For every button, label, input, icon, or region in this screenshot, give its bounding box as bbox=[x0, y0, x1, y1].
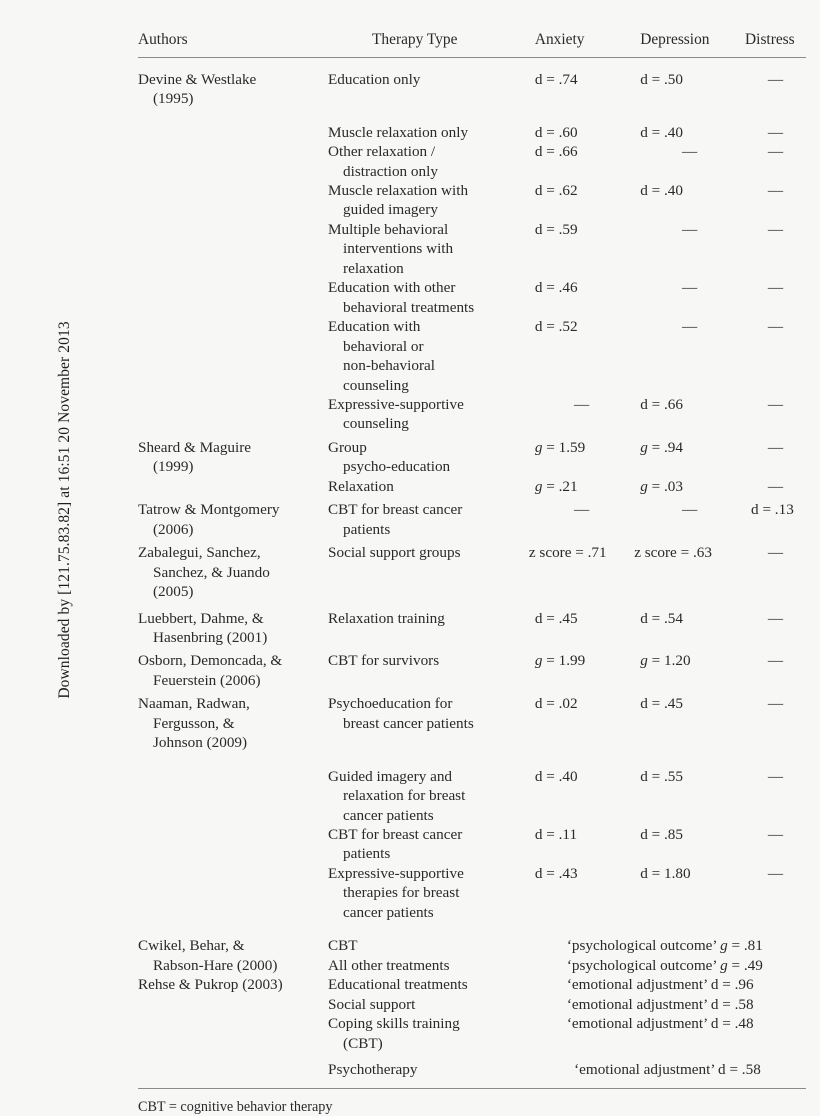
therapy-line: Social support bbox=[328, 995, 416, 1013]
cell-depression: — bbox=[682, 279, 698, 297]
cell-authors bbox=[138, 477, 328, 496]
therapy-line: Expressive-supportive bbox=[328, 395, 464, 413]
cell-depression: d = .40 bbox=[640, 181, 683, 199]
therapy-line: Education with other bbox=[328, 279, 456, 297]
cell-authors bbox=[138, 543, 328, 601]
therapy-line: guided imagery bbox=[343, 201, 438, 219]
therapy-line: CBT bbox=[328, 937, 358, 955]
table-row bbox=[138, 317, 806, 395]
table-row bbox=[138, 825, 806, 864]
table-row bbox=[138, 767, 806, 825]
cell-therapy-type bbox=[328, 694, 529, 752]
cell-anxiety: d = .43 bbox=[534, 864, 578, 882]
cell-anxiety: — bbox=[573, 395, 590, 413]
cell-depression: z score = .63 bbox=[634, 544, 712, 562]
table-row bbox=[138, 477, 806, 496]
cell-authors bbox=[138, 936, 328, 955]
cell-therapy-type bbox=[328, 438, 529, 477]
cell-distress: — bbox=[767, 695, 784, 713]
cell-authors bbox=[138, 975, 328, 994]
cell-therapy-type bbox=[328, 1060, 529, 1079]
cell-authors bbox=[138, 57, 328, 108]
cell-therapy-type bbox=[328, 975, 529, 994]
table-row bbox=[138, 936, 806, 955]
authors-line: Tatrow & Montgomery bbox=[138, 501, 280, 519]
cell-authors bbox=[138, 767, 328, 825]
cell-therapy-type bbox=[328, 395, 529, 434]
cell-outcome-statistic: ‘emotional adjustment’ d = .48 bbox=[566, 1015, 754, 1033]
cell-therapy-type bbox=[328, 543, 529, 601]
table-row bbox=[138, 123, 806, 142]
column-header-therapy-type: Therapy Type bbox=[328, 30, 529, 57]
cell-distress: — bbox=[767, 609, 784, 627]
table-row bbox=[138, 438, 806, 477]
table-header bbox=[138, 30, 806, 57]
cell-anxiety: d = .59 bbox=[534, 220, 578, 238]
column-header-anxiety: Anxiety bbox=[529, 30, 634, 57]
row-spacer-cell bbox=[138, 1053, 806, 1060]
statistic-symbol: g bbox=[720, 937, 728, 955]
row-spacer-cell bbox=[138, 753, 806, 767]
table-row bbox=[138, 220, 806, 278]
download-watermark bbox=[0, 0, 130, 1020]
cell-therapy-type bbox=[328, 317, 529, 395]
row-spacer-cell bbox=[138, 922, 806, 936]
authors-line: Johnson (2009) bbox=[153, 734, 248, 752]
cell-outcome-statistic: ‘psychological outcome’ g = .81 bbox=[566, 937, 763, 955]
cell-authors bbox=[138, 694, 328, 752]
cell-distress: — bbox=[767, 279, 784, 297]
cell-therapy-type bbox=[328, 142, 529, 181]
cell-therapy-type bbox=[328, 956, 529, 975]
table-row bbox=[138, 995, 806, 1014]
table-row bbox=[138, 57, 806, 108]
therapy-line: interventions with bbox=[343, 240, 454, 258]
therapy-line: relaxation for breast bbox=[343, 787, 466, 805]
cell-therapy-type bbox=[328, 825, 529, 864]
cell-anxiety: g = 1.99 bbox=[534, 652, 586, 670]
cell-distress: — bbox=[767, 767, 784, 785]
cell-distress: — bbox=[767, 123, 784, 141]
cell-depression: d = 1.80 bbox=[640, 864, 691, 882]
cell-distress: d = .13 bbox=[751, 501, 794, 519]
table-row bbox=[138, 142, 806, 181]
cell-depression: g = 1.20 bbox=[640, 652, 691, 670]
cell-distress: — bbox=[767, 864, 784, 882]
cell-therapy-type bbox=[328, 995, 529, 1014]
cell-authors bbox=[138, 825, 328, 864]
therapy-line: counseling bbox=[343, 376, 409, 394]
cell-depression: d = .45 bbox=[640, 695, 683, 713]
cell-depression: — bbox=[682, 501, 698, 519]
authors-line: Rehse & Pukrop (2003) bbox=[138, 976, 283, 994]
therapy-line: psycho-education bbox=[343, 458, 451, 476]
authors-line: Osborn, Demoncada, & bbox=[138, 652, 283, 670]
therapy-line: Relaxation training bbox=[328, 609, 445, 627]
cell-authors bbox=[138, 395, 328, 434]
authors-line: (2005) bbox=[153, 583, 194, 601]
cell-distress: — bbox=[767, 220, 784, 238]
cell-outcome-statistic: ‘emotional adjustment’ d = .58 bbox=[566, 995, 754, 1013]
authors-line: Feuerstein (2006) bbox=[153, 671, 261, 689]
therapy-line: cancer patients bbox=[343, 903, 434, 921]
therapy-line: All other treatments bbox=[328, 956, 450, 974]
cell-authors bbox=[138, 317, 328, 395]
cell-anxiety: d = .11 bbox=[534, 826, 578, 844]
cell-anxiety: d = .52 bbox=[534, 318, 578, 336]
cell-depression: d = .40 bbox=[640, 123, 683, 141]
cell-authors bbox=[138, 123, 328, 142]
cell-anxiety: z score = .71 bbox=[528, 544, 607, 562]
cell-outcome-statistic: ‘emotional adjustment’ d = .58 bbox=[574, 1061, 761, 1079]
cell-distress: — bbox=[767, 826, 784, 844]
cell-distress: — bbox=[767, 544, 784, 562]
statistic-symbol: d bbox=[710, 976, 719, 994]
cell-depression: d = .85 bbox=[640, 826, 683, 844]
column-header-distress: Distress bbox=[745, 30, 806, 57]
table-row bbox=[138, 651, 806, 690]
cell-distress: — bbox=[767, 143, 784, 161]
cell-therapy-type bbox=[328, 609, 529, 648]
table-row bbox=[138, 609, 806, 648]
therapy-line: therapies for breast bbox=[343, 884, 460, 902]
table-footnote: CBT = cognitive behavior therapy bbox=[138, 1099, 333, 1116]
watermark-text: Downloaded by [121.75.83.82] at 16:51 20 November 2013 bbox=[56, 321, 73, 699]
authors-line: Cwikel, Behar, & bbox=[138, 937, 245, 955]
therapy-line: behavioral treatments bbox=[343, 298, 475, 316]
cell-depression: g = .94 bbox=[640, 438, 683, 456]
therapy-line: cancer patients bbox=[343, 806, 434, 824]
therapy-line: Relaxation bbox=[328, 477, 394, 495]
therapy-line: Psychoeducation for bbox=[328, 695, 453, 713]
cell-anxiety: d = .62 bbox=[534, 181, 578, 199]
cell-authors bbox=[138, 142, 328, 181]
table-row bbox=[138, 694, 806, 752]
cell-therapy-type bbox=[328, 278, 529, 317]
cell-depression: g = .03 bbox=[640, 477, 683, 495]
cell-distress: — bbox=[767, 181, 784, 199]
therapy-line: counseling bbox=[343, 415, 409, 433]
authors-line: Sanchez, & Juando bbox=[153, 563, 270, 581]
therapy-line: Guided imagery and bbox=[328, 767, 453, 785]
cell-anxiety: g = .21 bbox=[534, 477, 578, 495]
column-header-depression: Depression bbox=[634, 30, 745, 57]
cell-therapy-type bbox=[328, 57, 529, 108]
row-spacer-cell bbox=[138, 602, 806, 609]
therapy-line: patients bbox=[343, 520, 391, 538]
authors-line: Luebbert, Dahme, & bbox=[138, 609, 264, 627]
therapy-line: (CBT) bbox=[343, 1034, 383, 1052]
therapy-line: CBT for survivors bbox=[328, 652, 440, 670]
cell-depression: — bbox=[682, 143, 698, 161]
cell-authors bbox=[138, 220, 328, 278]
cell-authors bbox=[138, 651, 328, 690]
cell-depression: d = .55 bbox=[640, 767, 683, 785]
cell-therapy-type bbox=[328, 864, 529, 922]
cell-authors bbox=[138, 995, 328, 1014]
statistic-symbol: d bbox=[710, 995, 719, 1013]
cell-depression: — bbox=[682, 318, 698, 336]
row-spacer bbox=[138, 1053, 806, 1060]
cell-therapy-type bbox=[328, 477, 529, 496]
statistic-symbol: d bbox=[718, 1061, 726, 1079]
therapy-line: Education only bbox=[328, 70, 421, 88]
cell-anxiety: d = .46 bbox=[534, 279, 578, 297]
cell-distress: — bbox=[767, 477, 784, 495]
row-spacer bbox=[138, 922, 806, 936]
cell-therapy-type bbox=[328, 220, 529, 278]
therapy-line: Coping skills training bbox=[328, 1015, 460, 1033]
table-row bbox=[138, 543, 806, 601]
authors-line: Hasenbring (2001) bbox=[153, 628, 268, 646]
cell-anxiety: d = .02 bbox=[534, 695, 578, 713]
authors-line: Zabalegui, Sanchez, bbox=[138, 544, 261, 562]
cell-anxiety: d = .45 bbox=[534, 609, 578, 627]
cell-authors bbox=[138, 500, 328, 539]
table-row bbox=[138, 500, 806, 539]
cell-therapy-type bbox=[328, 651, 529, 690]
cell-therapy-type bbox=[328, 500, 529, 539]
therapy-line: Multiple behavioral bbox=[328, 220, 449, 238]
cell-anxiety: d = .40 bbox=[534, 767, 578, 785]
cell-therapy-type bbox=[328, 123, 529, 142]
cell-depression: — bbox=[682, 220, 698, 238]
therapy-line: breast cancer patients bbox=[343, 714, 474, 732]
authors-line: Sheard & Maguire bbox=[138, 438, 252, 456]
row-spacer bbox=[138, 602, 806, 609]
cell-therapy-type bbox=[328, 181, 529, 220]
cell-outcome-statistic: ‘psychological outcome’ g = .49 bbox=[566, 956, 763, 974]
authors-line: Rabson-Hare (2000) bbox=[153, 956, 278, 974]
cell-anxiety: — bbox=[573, 501, 590, 519]
meta-analysis-table bbox=[138, 30, 806, 1079]
cell-distress: — bbox=[767, 438, 784, 456]
authors-line: Fergusson, & bbox=[153, 714, 235, 732]
table-body bbox=[138, 57, 806, 1079]
cell-authors bbox=[138, 1060, 328, 1079]
authors-line: Naaman, Radwan, bbox=[138, 695, 250, 713]
therapy-line: CBT for breast cancer bbox=[328, 826, 463, 844]
row-spacer bbox=[138, 753, 806, 767]
cell-distress: — bbox=[767, 652, 784, 670]
therapy-line: CBT for breast cancer bbox=[328, 501, 463, 519]
cell-authors bbox=[138, 278, 328, 317]
cell-distress: — bbox=[767, 395, 784, 413]
row-spacer-cell bbox=[138, 109, 806, 123]
cell-distress: — bbox=[767, 70, 784, 88]
therapy-line: Psychotherapy bbox=[328, 1061, 418, 1079]
table-row bbox=[138, 864, 806, 922]
therapy-line: non-behavioral bbox=[343, 357, 435, 375]
table-row bbox=[138, 181, 806, 220]
therapy-line: Other relaxation / bbox=[328, 143, 436, 161]
authors-line: Devine & Westlake bbox=[138, 70, 257, 88]
meta-analysis-table-region bbox=[138, 30, 806, 1116]
cell-distress: — bbox=[767, 318, 784, 336]
cell-depression: d = .54 bbox=[640, 609, 683, 627]
authors-line: (2006) bbox=[153, 520, 194, 538]
cell-depression: d = .66 bbox=[640, 395, 683, 413]
table-row bbox=[138, 1060, 806, 1079]
table-row bbox=[138, 975, 806, 994]
cell-authors bbox=[138, 609, 328, 648]
therapy-line: Expressive-supportive bbox=[328, 864, 464, 882]
cell-anxiety: d = .60 bbox=[534, 123, 578, 141]
cell-therapy-type bbox=[328, 936, 529, 955]
table-row bbox=[138, 956, 806, 975]
table-row bbox=[138, 395, 806, 434]
cell-anxiety: d = .66 bbox=[534, 143, 578, 161]
therapy-line: Social support groups bbox=[328, 544, 461, 562]
therapy-line: Group bbox=[328, 438, 367, 456]
statistic-symbol: d bbox=[710, 1015, 719, 1033]
cell-authors bbox=[138, 181, 328, 220]
therapy-line: patients bbox=[343, 845, 391, 863]
therapy-line: Muscle relaxation only bbox=[328, 123, 469, 141]
cell-anxiety: g = 1.59 bbox=[534, 438, 586, 456]
cell-therapy-type bbox=[328, 767, 529, 825]
table-row bbox=[138, 278, 806, 317]
cell-anxiety: d = .74 bbox=[534, 70, 578, 88]
authors-line: (1995) bbox=[153, 90, 194, 108]
therapy-line: Educational treatments bbox=[328, 976, 468, 994]
column-header-authors: Authors bbox=[138, 30, 328, 57]
cell-depression: d = .50 bbox=[640, 70, 683, 88]
cell-authors bbox=[138, 956, 328, 975]
therapy-line: behavioral or bbox=[343, 337, 424, 355]
authors-line: (1999) bbox=[153, 458, 194, 476]
statistic-symbol: g bbox=[720, 956, 728, 974]
cell-authors bbox=[138, 438, 328, 477]
cell-authors bbox=[138, 864, 328, 922]
row-spacer bbox=[138, 109, 806, 123]
therapy-line: Muscle relaxation with bbox=[328, 181, 469, 199]
therapy-line: relaxation bbox=[343, 259, 404, 277]
therapy-line: Education with bbox=[328, 318, 421, 336]
cell-outcome-statistic: ‘emotional adjustment’ d = .96 bbox=[566, 976, 754, 994]
therapy-line: distraction only bbox=[343, 162, 438, 180]
